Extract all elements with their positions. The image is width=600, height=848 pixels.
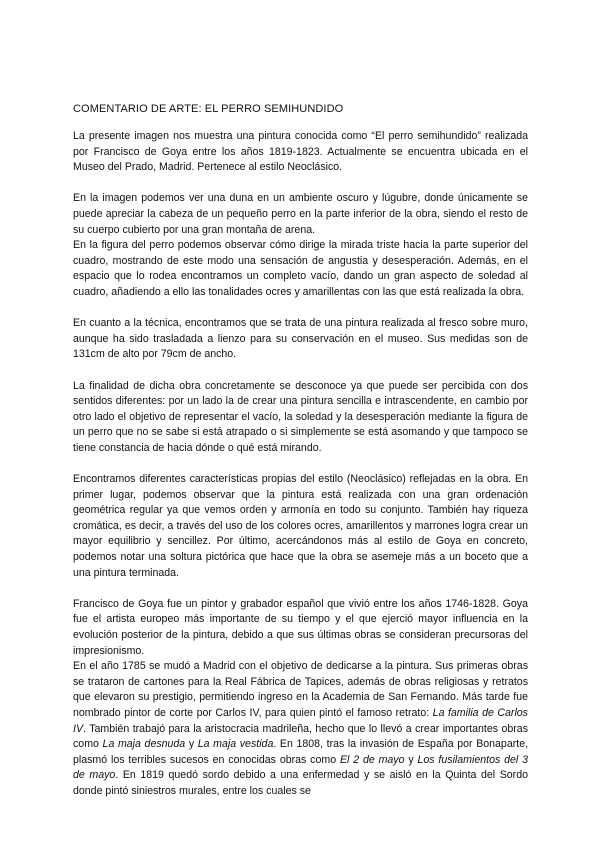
artwork-title: La maja desnuda	[102, 738, 186, 751]
text-segment: . En 1808, tras la invasión de España por Bonaparte, plasmó los terribles sucesos en conocidas obras como	[73, 738, 529, 766]
text-segment: . También trabajó para la aristocracia madrileña, hecho que lo llevó a crear importantes obras como	[73, 722, 528, 751]
paragraph-characteristics: Encontramos diferentes características propias del estilo (Neoclásico) reflejadas en la obra. En primer lugar, podemos observar que la pintura está realizada con una gran ordenación geométrica regular ya que vemos orden y armonía en todo su conjunto. También hay riqueza cromática, es decir, a través del uso de los colores ocres, amarillentos y marrones logra crear un mayor equilibrio y sencillez. Por último, acercándonos más al estilo de Goya en concreto, podemos notar una soltura pictórica que hace que la obra se asemeje más a un boceto que a una pintura terminada.	[73, 473, 528, 579]
paragraph-dog-figure: En la figura del perro podemos observar cómo dirige la mirada triste hacia la parte superior del cuadro, mostrando de este modo una sensación de angustia y desesperación. Además, en el espacio que lo rodea encontramos un completo vacío, dando un gran aspecto de soledad al cuadro, añadiendo a ello las tonalidades ocres y amarillentas con las que está realizada la obra.	[73, 239, 528, 298]
text-segment: . En 1819 quedó sordo debido a una enfermedad y se aisló en la Quinta del Sordo donde pintó siniestros murales, entre los cuales se	[73, 769, 528, 797]
text-segment: En el año 1785 se mudó a Madrid con el objetivo de dedicarse a la pintura. Sus primeras obras se trataron de cartones para la Real Fábrica de Tapices, además de obras religiosas y retratos que elevaron su prestigio, permitiendo ingreso en la Academia de San Fernando. Más tarde fue nombrado pintor de corte por Carlos IV, para quien pintó el famoso retrato:	[73, 660, 528, 719]
paragraph-purpose: La finalidad de dicha obra concretamente se desconoce ya que puede ser percibida con dos sentidos diferentes: por un lado la de crear una pintura sencilla e intrascendente, en cambio por otro lado el objetivo de representar el vacío, la soledad y la desesperación mediante la figura de un perro que no se sabe si está atrapado o si simplemente se está asomando y que tampoco se tiene constancia de hacia dónde o qué está mirando.	[73, 379, 528, 454]
artwork-title: La familia de Carlos IV	[73, 706, 528, 735]
paragraph-goya-works	[73, 659, 528, 799]
paragraph-intro: La presente imagen nos muestra una pintura conocida como “El perro semihundido” realizada por Francisco de Goya entre los años 1819-1823. Actualmente se encuentra ubicada en el Museo del Prado, Madrid. Pertenece al estilo Neoclásico.	[73, 130, 528, 174]
artwork-title: El 2 de mayo	[339, 753, 405, 766]
paragraph-description: En la imagen podemos ver una duna en un ambiente oscuro y lúgubre, donde únicamente se puede apreciar la cabeza de un pequeño perro en la parte inferior de la obra, siendo el resto de su cuerpo cubierto por una gran montaña de arena.	[73, 192, 528, 236]
artwork-title: La maja vestida	[197, 738, 274, 751]
paragraph-goya-bio: Francisco de Goya fue un pintor y grabador español que vivió entre los años 1746-1828. Goya fue el artista europeo más importante de su tiempo y el que ejerció mayor influencia en la evolución posterior de la pintura, debido a que sus últimas obras se consideran precursoras del impresionismo.	[73, 597, 528, 657]
text-segment: y	[404, 753, 418, 766]
artwork-title: Los fusilamientos del 3 de mayo	[73, 753, 528, 782]
text-segment: y	[185, 738, 198, 751]
paragraph-technique: En cuanto a la técnica, encontramos que se trata de una pintura realizada al fresco sobre muro, aunque ha sido trasladada a lienzo para su conservación en el museo. Sus medidas son de 131cm de alto por 79cm de ancho.	[73, 317, 528, 361]
document-title: COMENTARIO DE ARTE: EL PERRO SEMIHUNDIDO	[73, 103, 344, 115]
